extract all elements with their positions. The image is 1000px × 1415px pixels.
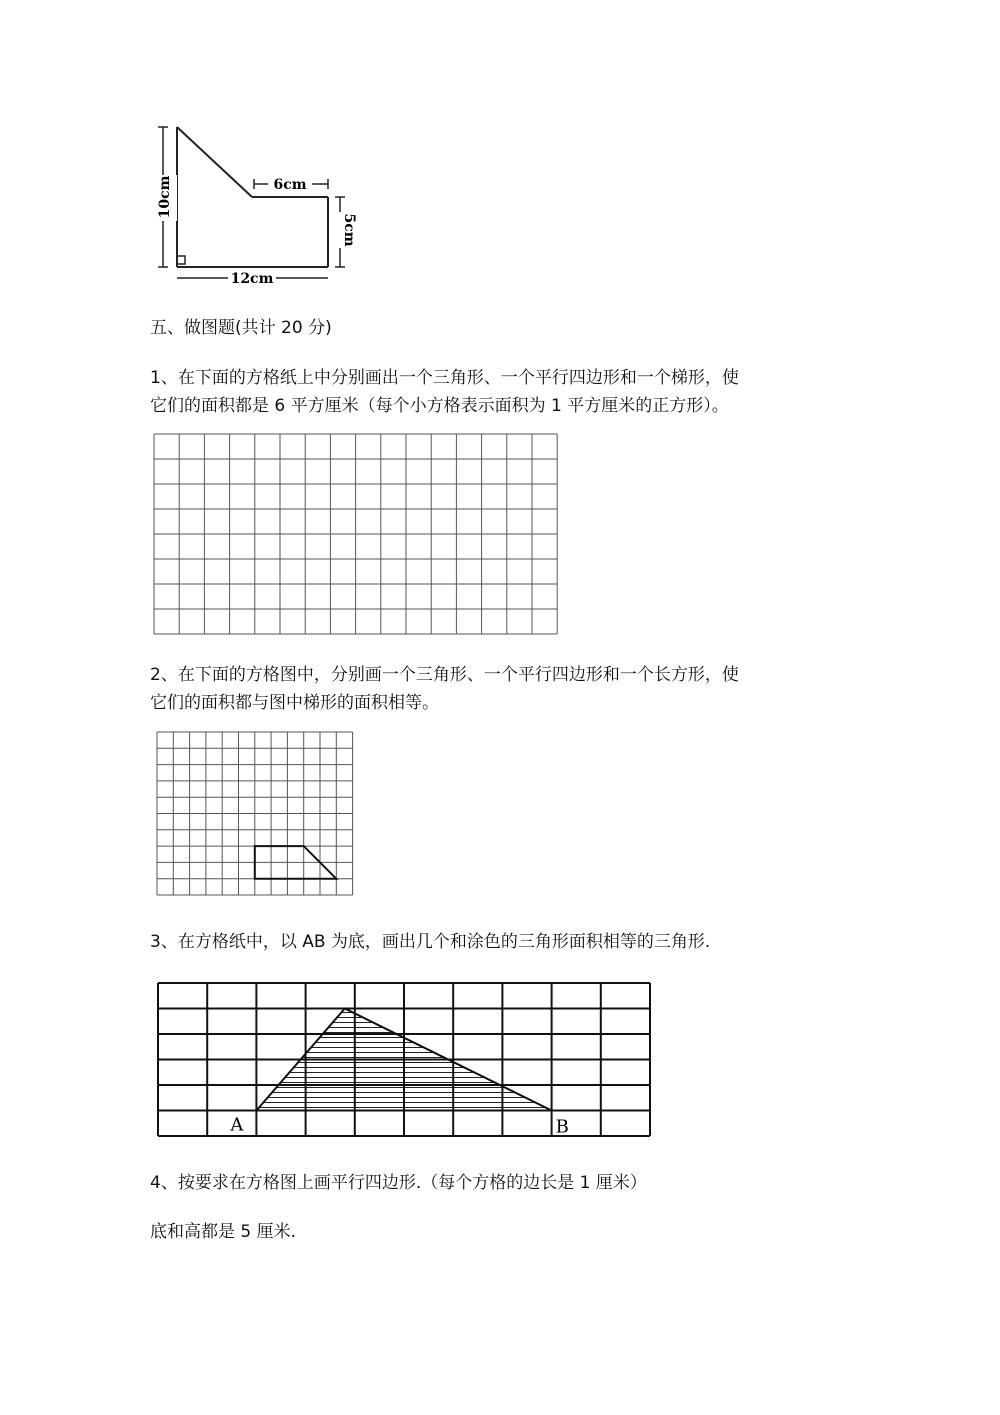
section-title: 五、做图题(共计 20 分): [150, 318, 332, 338]
question-3-line-1: 3、在方格纸中，以 AB 为底，画出几个和涂色的三角形面积相等的三角形.: [150, 932, 711, 952]
point-b-label: B: [555, 1116, 569, 1138]
grid-paper-with-shaded-triangle[interactable]: [157, 982, 651, 1140]
composite-shape-figure: [150, 120, 357, 290]
dimension-right-label: 5cm: [341, 213, 357, 247]
question-1-line-1: 1、在下面的方格纸上中分别画出一个三角形、一个平行四边形和一个梯形，使: [150, 368, 739, 388]
question-1-line-2: 它们的面积都是 6 平方厘米（每个小方格表示面积为 1 平方厘米的正方形）。: [150, 396, 729, 416]
point-a-label: A: [230, 1114, 244, 1136]
question-2-line-2: 它们的面积都与图中梯形的面积相等。: [150, 693, 439, 713]
grid-lines: [154, 434, 557, 634]
grid-paper-with-trapezoid[interactable]: [156, 731, 354, 897]
question-2-line-1: 2、在下面的方格图中，分别画一个三角形、一个平行四边形和一个长方形，使: [150, 665, 739, 685]
dimension-top-label: 6cm: [273, 177, 307, 193]
dimension-bottom-label: 12cm: [230, 271, 274, 287]
question-4-line-2: 底和高都是 5 厘米.: [150, 1222, 297, 1242]
dimension-height-label: 10cm: [157, 175, 173, 219]
grid-paper-16x8[interactable]: [153, 433, 559, 635]
question-4-line-1: 4、按要求在方格图上画平行四边形.（每个方格的边长是 1 厘米）: [150, 1173, 647, 1193]
grid-lines: [158, 983, 650, 1136]
